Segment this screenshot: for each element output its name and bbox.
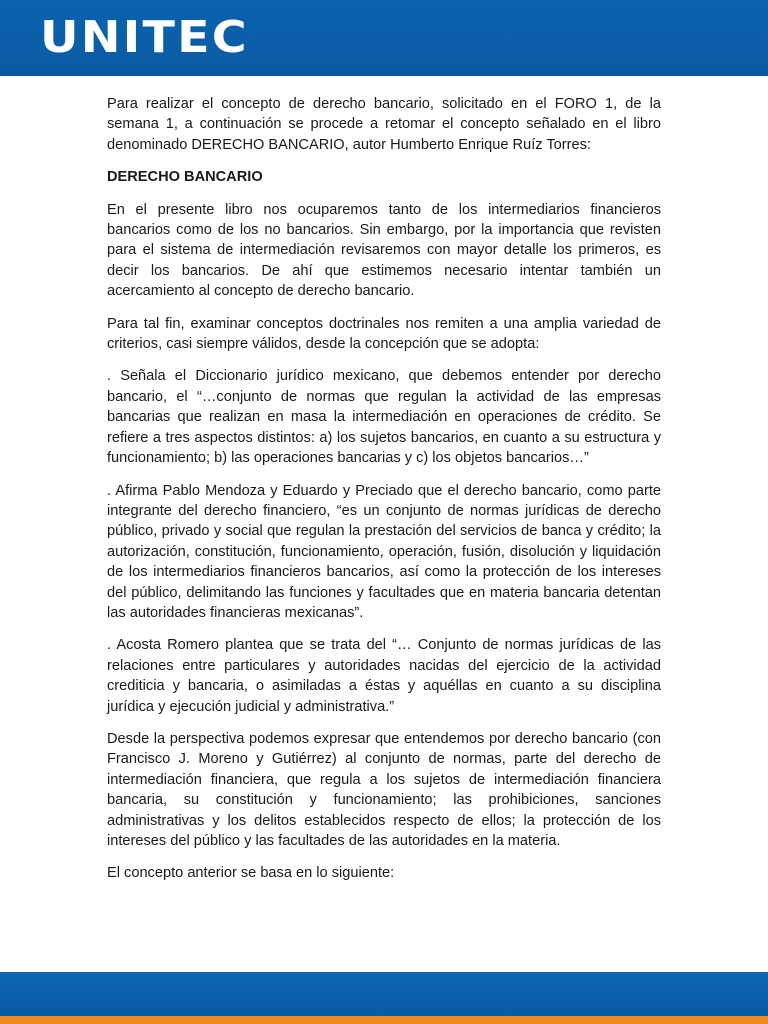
footer-bar	[0, 972, 768, 1016]
body-paragraph: . Señala el Diccionario jurídico mexicano, que debemos entender por derecho bancario, el “…conjunto de normas que regulan la actividad de las empresas bancarias que realizan en masa la intermediación en operaciones de crédito. Se refiere a tres aspectos distintos: a) los sujetos bancarios, en cuanto a su estructura y funcionamiento; b) las operaciones bancarias y c) los objetos bancarios…”	[107, 368, 661, 467]
body-paragraph: . Afirma Pablo Mendoza y Eduardo y Preciado que el derecho bancario, como parte integrante del derecho financiero, “es un conjunto de normas jurídicas de derecho público, privado y social que regulan la prestación del servicios de banca y crédito; la autorización, constitución, funcionamiento, operación, fusión, disolución y liquidación de los intermediarios financieros bancarios, así como la protección de los intereses del público, delimitando las funciones y facultades que en materia bancaria detentan las autoridades financieras mexicanas”.	[107, 482, 661, 621]
body-paragraph: El concepto anterior se basa en lo siguiente:	[107, 865, 395, 882]
body-paragraph: Desde la perspectiva podemos expresar que entendemos por derecho bancario (con Francisco J. Moreno y Gutiérrez) al conjunto de normas, parte del derecho de intermediación financiera, que regula a los sujetos de intermediación financiera bancaria, su constitución y funcionamiento; las prohibiciones, sanciones administrativas y los delitos establecidos respecto de ellos; la protección de los intereses del público y las facultades de las autoridades en la materia.	[107, 730, 661, 849]
footer-accent-stripe	[0, 1016, 768, 1024]
intro-paragraph: Para realizar el concepto de derecho bancario, solicitado en el FORO 1, de la semana 1, a continuación se procede a retomar el concepto señalado en el libro denominado DERECHO BANCARIO, autor Humberto Enrique Ruíz Torres:	[107, 96, 661, 153]
body-paragraph: Para tal fin, examinar conceptos doctrinales nos remiten a una amplia variedad de criterios, casi siempre válidos, desde la concepción que se adopta:	[107, 315, 661, 353]
unitec-logo: UNITEC	[40, 12, 249, 63]
document-body	[107, 94, 661, 896]
body-paragraph: . Acosta Romero plantea que se trata del “… Conjunto de normas jurídicas de las relaciones entre particulares y autoridades nacidas del ejercicio de la actividad crediticia y bancaria, o asimiladas a éstas y aquéllas en cuanto a su disciplina jurídica y ejecución judicial y administrativa.”	[107, 637, 661, 715]
section-heading: DERECHO BANCARIO	[107, 169, 263, 186]
header-bar	[0, 0, 768, 76]
body-paragraph: En el presente libro nos ocuparemos tanto de los intermediarios financieros bancarios como de los no bancarios. Sin embargo, por la importancia que revisten para el sistema de intermediación revisaremos con mayor detalle los primeros, es decir los bancarios. De ahí que estimemos necesario intentar también un acercamiento al concepto de derecho bancario.	[107, 201, 661, 300]
